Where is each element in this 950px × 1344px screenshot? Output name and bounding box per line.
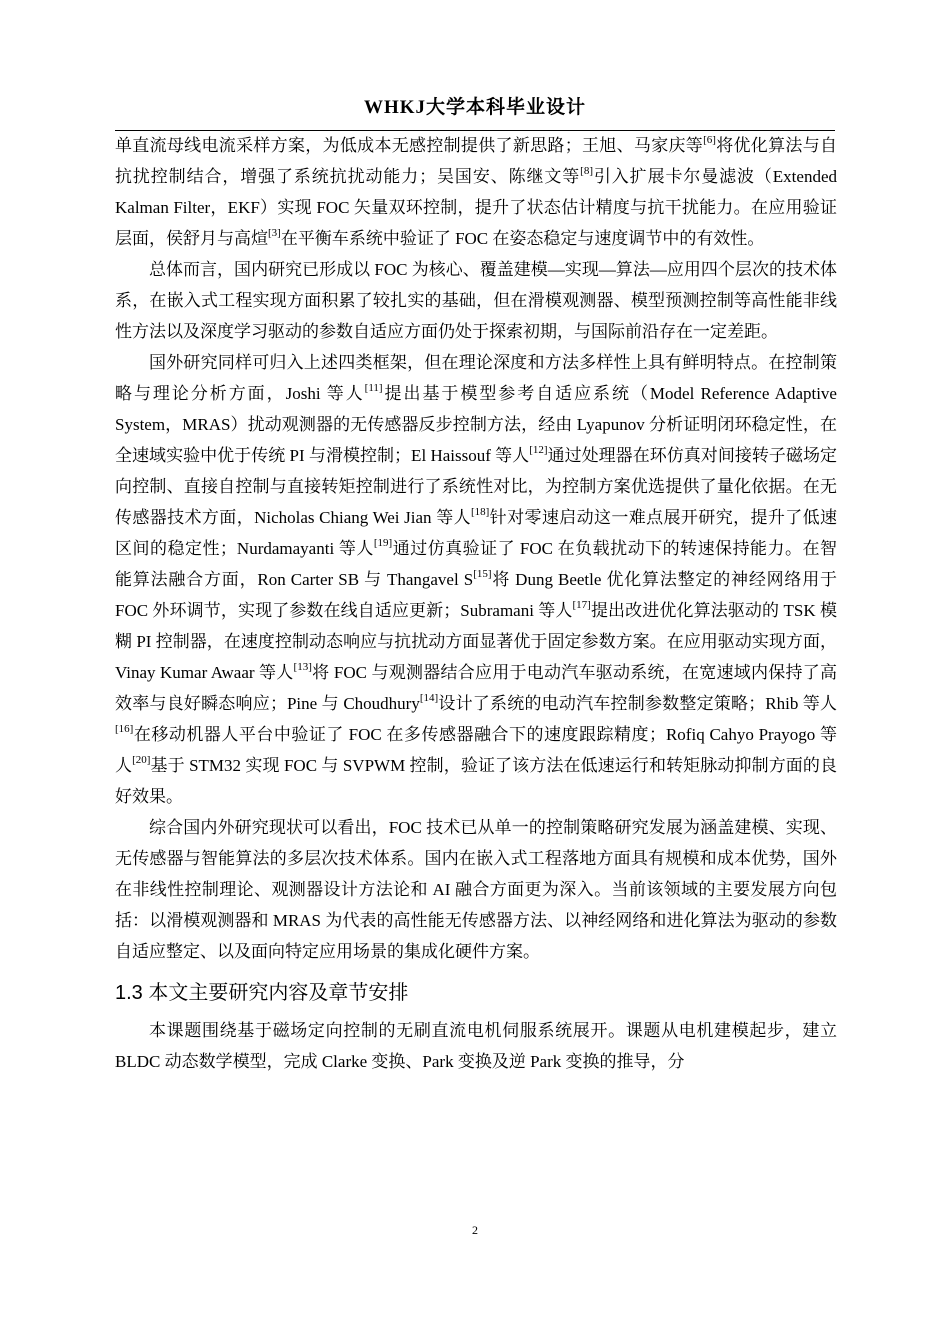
citation: [16] [115,723,134,736]
page-number: 2 [472,1223,478,1237]
citation: [11] [364,382,383,395]
citation: [12] [529,444,548,457]
citation: [15] [473,568,492,581]
citation: [13] [293,661,312,674]
citation: [20] [132,754,151,767]
paragraph-5: 本课题围绕基于磁场定向控制的无刷直流电机伺服系统展开。课题从电机建模起步，建立 BLDC 动态数学模型，完成 Clarke 变换、Park 变换及逆 Park 变换的推导，分 [115,1021,837,1071]
citation: [6] [703,134,716,147]
citation: [14] [419,692,439,705]
page-header: WHKJ大学本科毕业设计 [363,97,587,118]
paragraph-1: 单直流母线电流采样方案，为低成本无感控制提供了新思路；王旭、马家庆等[6]将优化算法与自抗扰控制结合，增强了系统抗扰动能力；吴国安、陈继文等[8]引入扩展卡尔曼滤波（Extended Kalman Filter，EKF）实现 FOC 矢量双环控制，提升了状态估计精度与抗干扰能力。在应用验证层面，侯舒月与高煊[3]在平衡车系统中验证了 FOC 在姿态稳定与速度调节中的有效性。 [115,134,837,248]
paragraph-4: 综合国内外研究现状可以看出，FOC 技术已从单一的控制策略研究发展为涵盖建模、实现、无传感器与智能算法的多层次技术体系。国内在嵌入式工程落地方面具有规模和成本优势，国外在非线性控制理论、观测器设计方法论和 AI 融合方面更为深入。当前该领域的主要发展方向包括：以滑模观测器和 MRAS 为代表的高性能无传感器方法、以神经网络和进化算法为驱动的参数自适应整定、以及面向特定应用场景的集成化硬件方案。 [115,818,837,961]
citation: [8] [580,165,593,178]
citation: [3] [268,227,281,240]
citation: [19] [373,537,393,550]
section-heading: 1.3 本文主要研究内容及章节安排 [115,982,409,1004]
paragraph-2: 总体而言，国内研究已形成以 FOC 为核心、覆盖建模—实现—算法—应用四个层次的技术体系，在嵌入式工程实现方面积累了较扎实的基础，但在滑模观测器、模型预测控制等高性能非线性方法以及深度学习驱动的参数自适应方面仍处于探索初期，与国际前沿存在一定差距。 [115,260,837,341]
citation: [18] [470,506,490,519]
body-text [115,130,837,1077]
citation: [17] [572,599,591,612]
paragraph-3: 国外研究同样可归入上述四类框架，但在理论深度和方法多样性上具有鲜明特点。在控制策略与理论分析方面，Joshi 等人[11]提出基于模型参考自适应系统（Model Reference Adaptive System，MRAS）扰动观测器的无传感器反步控制方法，经由 Lyapunov 分析证明闭环稳定性，在全速域实验中优于传统 PI 与滑模控制；El Haissouf 等人[12]通过处理器在环仿真对间接转子磁场定向控制、直接自控制与直接转矩控制进行了系统性对比，为控制方案优选提供了量化依据。在无传感器技术方面，Nicholas Chiang Wei Jian 等人[18]针对零速启动这一难点展开研究，提升了低速区间的稳定性；Nurdamayanti 等人[19]通过仿真验证了 FOC 在负载扰动下的转速保持能力。在智能算法融合方面，Ron Carter SB 与 Thangavel S[15]将 Dung Beetle 优化算法整定的神经网络用于 FOC 外环调节，实现了参数在线自适应更新；Subramani 等人[17]提出改进优化算法驱动的 TSK 模糊 PI 控制器，在速度控制动态响应与抗扰动方面显著优于固定参数方案。在应用驱动实现方面，Vinay Kumar Awaar 等人[13]将 FOC 与观测器结合应用于电动汽车驱动系统，在宽速域内保持了高效率与良好瞬态响应；Pine 与 Choudhury[14]设计了系统的电动汽车控制参数整定策略；Rhib 等人[16]在移动机器人平台中验证了 FOC 在多传感器融合下的速度跟踪精度；Rofiq Cahyo Prayogo 等人[20]基于 STM32 实现 FOC 与 SVPWM 控制，验证了该方法在低速运行和转矩脉动抑制方面的良好效果。 [115,353,838,806]
